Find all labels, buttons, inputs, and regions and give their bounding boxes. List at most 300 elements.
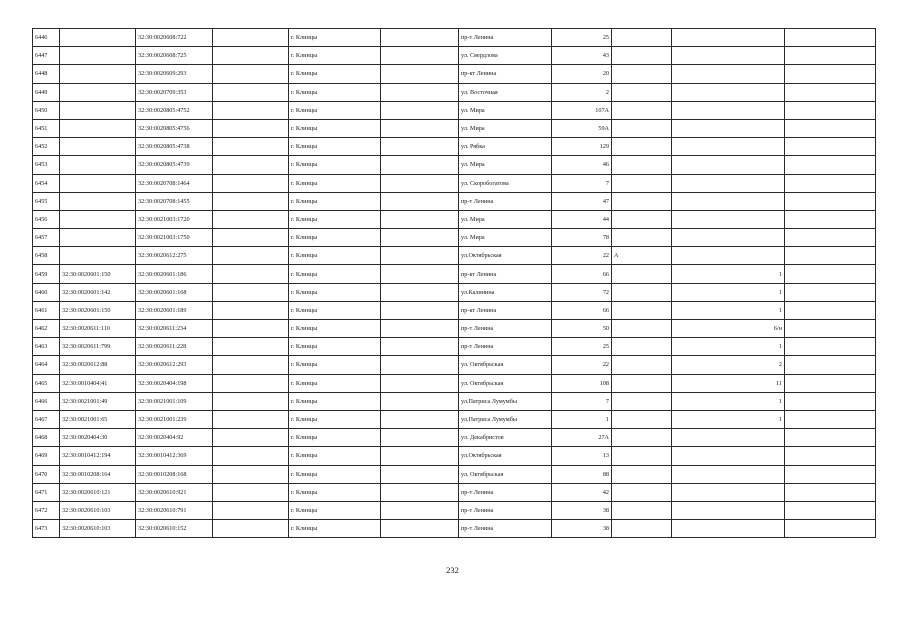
blank-cell	[785, 229, 876, 247]
previous-cadastral-number-cell	[60, 229, 136, 247]
row-number-cell: 6459	[33, 265, 60, 283]
blank-cell	[213, 101, 289, 119]
table-body	[33, 29, 876, 538]
house-number-cell: 22	[552, 356, 612, 374]
city-cell: г. Клинцы	[289, 283, 381, 301]
letter-cell	[612, 192, 672, 210]
table-row	[33, 447, 876, 465]
city-cell: г. Клинцы	[289, 101, 381, 119]
table-row	[33, 501, 876, 519]
table-row	[33, 283, 876, 301]
apartment-cell: 2	[672, 356, 785, 374]
table-row	[33, 192, 876, 210]
house-number-cell: 72	[552, 283, 612, 301]
apartment-cell: 1	[672, 265, 785, 283]
previous-cadastral-number-cell: 32:30:0020610:103	[60, 520, 136, 538]
blank-cell	[381, 210, 459, 228]
blank-cell	[785, 119, 876, 137]
street-cell: ул. Октябрьская	[459, 465, 552, 483]
blank-cell	[381, 301, 459, 319]
blank-cell	[213, 283, 289, 301]
previous-cadastral-number-cell: 32:30:0020611:110	[60, 320, 136, 338]
street-cell: пр-т Ленина	[459, 501, 552, 519]
house-number-cell: 44	[552, 210, 612, 228]
street-cell: ул. Декабристов	[459, 429, 552, 447]
city-cell: г. Клинцы	[289, 65, 381, 83]
apartment-cell	[672, 138, 785, 156]
blank-cell	[785, 192, 876, 210]
previous-cadastral-number-cell: 32:30:0020404:30	[60, 429, 136, 447]
cadastral-number-cell: 32:30:0020805:4739	[136, 156, 213, 174]
blank-cell	[213, 520, 289, 538]
blank-cell	[785, 65, 876, 83]
street-cell: пр-т Ленина	[459, 320, 552, 338]
table-row	[33, 301, 876, 319]
city-cell: г. Клинцы	[289, 338, 381, 356]
blank-cell	[213, 65, 289, 83]
cadastral-number-cell: 32:30:0020708:1455	[136, 192, 213, 210]
city-cell: г. Клинцы	[289, 447, 381, 465]
street-cell: пр-кт Ленина	[459, 301, 552, 319]
table-row	[33, 374, 876, 392]
letter-cell	[612, 429, 672, 447]
table-row	[33, 483, 876, 501]
previous-cadastral-number-cell: 32:30:0010412:194	[60, 447, 136, 465]
letter-cell	[612, 29, 672, 47]
table-row	[33, 156, 876, 174]
cadastral-number-cell: 32:30:0020608:722	[136, 29, 213, 47]
previous-cadastral-number-cell	[60, 247, 136, 265]
house-number-cell: 66	[552, 265, 612, 283]
house-number-cell: 7	[552, 392, 612, 410]
blank-cell	[213, 138, 289, 156]
house-number-cell: 88	[552, 465, 612, 483]
street-cell: ул. Мира	[459, 101, 552, 119]
apartment-cell: 1	[672, 301, 785, 319]
street-cell: пр-т Ленина	[459, 29, 552, 47]
row-number-cell: 6465	[33, 374, 60, 392]
house-number-cell: 38	[552, 501, 612, 519]
previous-cadastral-number-cell: 32:30:0021001:65	[60, 410, 136, 428]
previous-cadastral-number-cell	[60, 156, 136, 174]
row-number-cell: 6467	[33, 410, 60, 428]
blank-cell	[213, 192, 289, 210]
blank-cell	[785, 247, 876, 265]
row-number-cell: 6449	[33, 83, 60, 101]
letter-cell	[612, 265, 672, 283]
apartment-cell: 1	[672, 283, 785, 301]
blank-cell	[381, 156, 459, 174]
blank-cell	[785, 47, 876, 65]
city-cell: г. Клинцы	[289, 356, 381, 374]
blank-cell	[785, 174, 876, 192]
table-row	[33, 429, 876, 447]
blank-cell	[381, 374, 459, 392]
city-cell: г. Клинцы	[289, 47, 381, 65]
table-row	[33, 119, 876, 137]
previous-cadastral-number-cell: 32:30:0020601:150	[60, 265, 136, 283]
blank-cell	[785, 392, 876, 410]
blank-cell	[213, 119, 289, 137]
house-number-cell: 43	[552, 47, 612, 65]
city-cell: г. Клинцы	[289, 210, 381, 228]
street-cell: ул. Мира	[459, 210, 552, 228]
blank-cell	[381, 65, 459, 83]
previous-cadastral-number-cell	[60, 119, 136, 137]
cadastral-number-cell: 32:30:0020609:293	[136, 65, 213, 83]
row-number-cell: 6472	[33, 501, 60, 519]
letter-cell	[612, 465, 672, 483]
blank-cell	[381, 119, 459, 137]
apartment-cell: 1	[672, 338, 785, 356]
letter-cell	[612, 174, 672, 192]
previous-cadastral-number-cell: 32:30:0020610:121	[60, 483, 136, 501]
letter-cell	[612, 338, 672, 356]
table-row	[33, 29, 876, 47]
cadastral-number-cell: 32:30:0020608:725	[136, 47, 213, 65]
house-number-cell: 7	[552, 174, 612, 192]
row-number-cell: 6473	[33, 520, 60, 538]
street-cell: ул.Октябрьская	[459, 247, 552, 265]
blank-cell	[381, 283, 459, 301]
letter-cell	[612, 138, 672, 156]
row-number-cell: 6457	[33, 229, 60, 247]
street-cell: ул. Октябрьская	[459, 374, 552, 392]
blank-cell	[213, 47, 289, 65]
blank-cell	[785, 283, 876, 301]
apartment-cell	[672, 65, 785, 83]
blank-cell	[785, 465, 876, 483]
blank-cell	[213, 356, 289, 374]
blank-cell	[785, 320, 876, 338]
blank-cell	[213, 247, 289, 265]
city-cell: г. Клинцы	[289, 119, 381, 137]
cadastral-number-cell: 32:30:0010412:369	[136, 447, 213, 465]
cadastral-number-cell: 32:30:0020611:234	[136, 320, 213, 338]
letter-cell	[612, 47, 672, 65]
cadastral-number-cell: 32:30:0020612:275	[136, 247, 213, 265]
row-number-cell: 6446	[33, 29, 60, 47]
city-cell: г. Клинцы	[289, 83, 381, 101]
cadastral-number-cell: 32:30:0020805:4756	[136, 119, 213, 137]
table-row	[33, 265, 876, 283]
cadastral-number-cell: 32:30:0020601:189	[136, 301, 213, 319]
row-number-cell: 6450	[33, 101, 60, 119]
letter-cell	[612, 301, 672, 319]
cadastral-number-cell: 32:30:0010208:168	[136, 465, 213, 483]
house-number-cell: 50	[552, 320, 612, 338]
blank-cell	[381, 229, 459, 247]
street-cell: пр-т Ленина	[459, 338, 552, 356]
city-cell: г. Клинцы	[289, 410, 381, 428]
letter-cell	[612, 374, 672, 392]
blank-cell	[381, 101, 459, 119]
apartment-cell: 1	[672, 392, 785, 410]
apartment-cell	[672, 429, 785, 447]
table-row	[33, 83, 876, 101]
house-number-cell: 2	[552, 83, 612, 101]
blank-cell	[213, 465, 289, 483]
previous-cadastral-number-cell: 32:30:0020611:799	[60, 338, 136, 356]
blank-cell	[785, 138, 876, 156]
previous-cadastral-number-cell: 32:30:0010404:41	[60, 374, 136, 392]
blank-cell	[381, 429, 459, 447]
blank-cell	[213, 338, 289, 356]
blank-cell	[213, 301, 289, 319]
house-number-cell: 47	[552, 192, 612, 210]
city-cell: г. Клинцы	[289, 247, 381, 265]
row-number-cell: 6448	[33, 65, 60, 83]
table-row	[33, 138, 876, 156]
blank-cell	[785, 301, 876, 319]
letter-cell	[612, 483, 672, 501]
previous-cadastral-number-cell	[60, 83, 136, 101]
house-number-cell: 13	[552, 447, 612, 465]
row-number-cell: 6469	[33, 447, 60, 465]
blank-cell	[785, 520, 876, 538]
city-cell: г. Клинцы	[289, 483, 381, 501]
blank-cell	[785, 447, 876, 465]
street-cell: ул.Патриса Лумумбы	[459, 410, 552, 428]
street-cell: пр-т Ленина	[459, 520, 552, 538]
previous-cadastral-number-cell	[60, 47, 136, 65]
blank-cell	[213, 320, 289, 338]
row-number-cell: 6468	[33, 429, 60, 447]
blank-cell	[213, 210, 289, 228]
apartment-cell	[672, 47, 785, 65]
table-row	[33, 338, 876, 356]
registry-table	[32, 28, 876, 538]
city-cell: г. Клинцы	[289, 174, 381, 192]
table-row	[33, 247, 876, 265]
blank-cell	[381, 447, 459, 465]
cadastral-number-cell: 32:30:0021003:1720	[136, 210, 213, 228]
letter-cell	[612, 410, 672, 428]
table-row	[33, 65, 876, 83]
blank-cell	[785, 410, 876, 428]
previous-cadastral-number-cell: 32:30:0020610:103	[60, 501, 136, 519]
city-cell: г. Клинцы	[289, 229, 381, 247]
street-cell: ул. Мира	[459, 156, 552, 174]
blank-cell	[785, 210, 876, 228]
apartment-cell	[672, 520, 785, 538]
city-cell: г. Клинцы	[289, 301, 381, 319]
blank-cell	[213, 447, 289, 465]
table-row	[33, 520, 876, 538]
letter-cell	[612, 119, 672, 137]
blank-cell	[213, 156, 289, 174]
apartment-cell	[672, 101, 785, 119]
previous-cadastral-number-cell	[60, 101, 136, 119]
street-cell: ул. Свердлова	[459, 47, 552, 65]
blank-cell	[381, 410, 459, 428]
letter-cell	[612, 447, 672, 465]
letter-cell	[612, 156, 672, 174]
letter-cell	[612, 356, 672, 374]
cadastral-number-cell: 32:30:0020612:293	[136, 356, 213, 374]
letter-cell	[612, 520, 672, 538]
street-cell: ул. Восточная	[459, 83, 552, 101]
house-number-cell: 46	[552, 156, 612, 174]
street-cell: ул.Калинина	[459, 283, 552, 301]
house-number-cell: 78	[552, 229, 612, 247]
blank-cell	[213, 483, 289, 501]
house-number-cell: 38	[552, 520, 612, 538]
blank-cell	[381, 520, 459, 538]
cadastral-number-cell: 32:30:0020610:791	[136, 501, 213, 519]
apartment-cell	[672, 29, 785, 47]
letter-cell	[612, 501, 672, 519]
row-number-cell: 6455	[33, 192, 60, 210]
blank-cell	[213, 392, 289, 410]
apartment-cell	[672, 119, 785, 137]
table-row	[33, 465, 876, 483]
blank-cell	[381, 501, 459, 519]
blank-cell	[785, 374, 876, 392]
house-number-cell: 22	[552, 247, 612, 265]
page-number: 232	[446, 565, 459, 575]
blank-cell	[381, 83, 459, 101]
previous-cadastral-number-cell	[60, 65, 136, 83]
blank-cell	[213, 265, 289, 283]
blank-cell	[213, 174, 289, 192]
house-number-cell: 27А	[552, 429, 612, 447]
street-cell: ул. Мира	[459, 119, 552, 137]
letter-cell	[612, 83, 672, 101]
house-number-cell: 59А	[552, 119, 612, 137]
blank-cell	[785, 265, 876, 283]
row-number-cell: 6458	[33, 247, 60, 265]
blank-cell	[213, 83, 289, 101]
table-row	[33, 229, 876, 247]
blank-cell	[381, 338, 459, 356]
cadastral-number-cell: 32:30:0020708:1464	[136, 174, 213, 192]
cadastral-number-cell: 32:30:0020805:4752	[136, 101, 213, 119]
row-number-cell: 6466	[33, 392, 60, 410]
apartment-cell: 1	[672, 410, 785, 428]
previous-cadastral-number-cell: 32:30:0010208:164	[60, 465, 136, 483]
city-cell: г. Клинцы	[289, 29, 381, 47]
street-cell: ул. Скоробогатова	[459, 174, 552, 192]
previous-cadastral-number-cell	[60, 138, 136, 156]
blank-cell	[381, 356, 459, 374]
table-row	[33, 174, 876, 192]
apartment-cell	[672, 465, 785, 483]
letter-cell	[612, 283, 672, 301]
blank-cell	[381, 174, 459, 192]
apartment-cell	[672, 83, 785, 101]
house-number-cell: 1	[552, 410, 612, 428]
blank-cell	[785, 338, 876, 356]
cadastral-number-cell: 32:30:0021001:109	[136, 392, 213, 410]
row-number-cell: 6451	[33, 119, 60, 137]
blank-cell	[381, 192, 459, 210]
blank-cell	[381, 392, 459, 410]
row-number-cell: 6456	[33, 210, 60, 228]
street-cell: пр-кт Ленина	[459, 265, 552, 283]
street-cell: ул. Рябка	[459, 138, 552, 156]
row-number-cell: 6452	[33, 138, 60, 156]
blank-cell	[381, 29, 459, 47]
cadastral-number-cell: 32:30:0021003:1750	[136, 229, 213, 247]
street-cell: ул. Мира	[459, 229, 552, 247]
table-row	[33, 356, 876, 374]
apartment-cell: 6/н	[672, 320, 785, 338]
letter-cell	[612, 101, 672, 119]
street-cell: ул. Октябрьская	[459, 356, 552, 374]
cadastral-number-cell: 32:30:0020611:228	[136, 338, 213, 356]
cadastral-number-cell: 32:30:0020805:4738	[136, 138, 213, 156]
blank-cell	[381, 138, 459, 156]
cadastral-number-cell: 32:30:0020601:168	[136, 283, 213, 301]
blank-cell	[213, 29, 289, 47]
cadastral-number-cell: 32:30:0020610:152	[136, 520, 213, 538]
previous-cadastral-number-cell: 32:30:0020601:142	[60, 283, 136, 301]
city-cell: г. Клинцы	[289, 429, 381, 447]
blank-cell	[381, 483, 459, 501]
row-number-cell: 6460	[33, 283, 60, 301]
city-cell: г. Клинцы	[289, 138, 381, 156]
blank-cell	[381, 47, 459, 65]
city-cell: г. Клинцы	[289, 465, 381, 483]
row-number-cell: 6461	[33, 301, 60, 319]
blank-cell	[785, 101, 876, 119]
house-number-cell: 66	[552, 301, 612, 319]
blank-cell	[213, 429, 289, 447]
apartment-cell: 11	[672, 374, 785, 392]
letter-cell: А	[612, 247, 672, 265]
row-number-cell: 6462	[33, 320, 60, 338]
cadastral-number-cell: 32:30:0020404:92	[136, 429, 213, 447]
cadastral-number-cell: 32:30:0020404:198	[136, 374, 213, 392]
blank-cell	[213, 410, 289, 428]
letter-cell	[612, 320, 672, 338]
cadastral-number-cell: 32:30:0020610:921	[136, 483, 213, 501]
blank-cell	[785, 156, 876, 174]
house-number-cell: 42	[552, 483, 612, 501]
city-cell: г. Клинцы	[289, 156, 381, 174]
street-cell: пр-кт Ленина	[459, 65, 552, 83]
blank-cell	[381, 320, 459, 338]
street-cell: пр-т Ленина	[459, 192, 552, 210]
blank-cell	[785, 501, 876, 519]
house-number-cell: 108	[552, 374, 612, 392]
table-row	[33, 101, 876, 119]
previous-cadastral-number-cell	[60, 210, 136, 228]
blank-cell	[381, 465, 459, 483]
street-cell: ул.Патриса Лумумбы	[459, 392, 552, 410]
row-number-cell: 6464	[33, 356, 60, 374]
previous-cadastral-number-cell: 32:30:0020612:88	[60, 356, 136, 374]
house-number-cell: 20	[552, 65, 612, 83]
blank-cell	[213, 501, 289, 519]
cadastral-number-cell: 32:30:0020601:186	[136, 265, 213, 283]
city-cell: г. Клинцы	[289, 265, 381, 283]
city-cell: г. Клинцы	[289, 392, 381, 410]
table-row	[33, 392, 876, 410]
letter-cell	[612, 229, 672, 247]
table-row	[33, 320, 876, 338]
previous-cadastral-number-cell: 32:30:0020601:150	[60, 301, 136, 319]
house-number-cell: 129	[552, 138, 612, 156]
row-number-cell: 6471	[33, 483, 60, 501]
previous-cadastral-number-cell	[60, 29, 136, 47]
table-row	[33, 410, 876, 428]
previous-cadastral-number-cell: 32:30:0021001:49	[60, 392, 136, 410]
apartment-cell	[672, 229, 785, 247]
table-row	[33, 47, 876, 65]
blank-cell	[785, 429, 876, 447]
